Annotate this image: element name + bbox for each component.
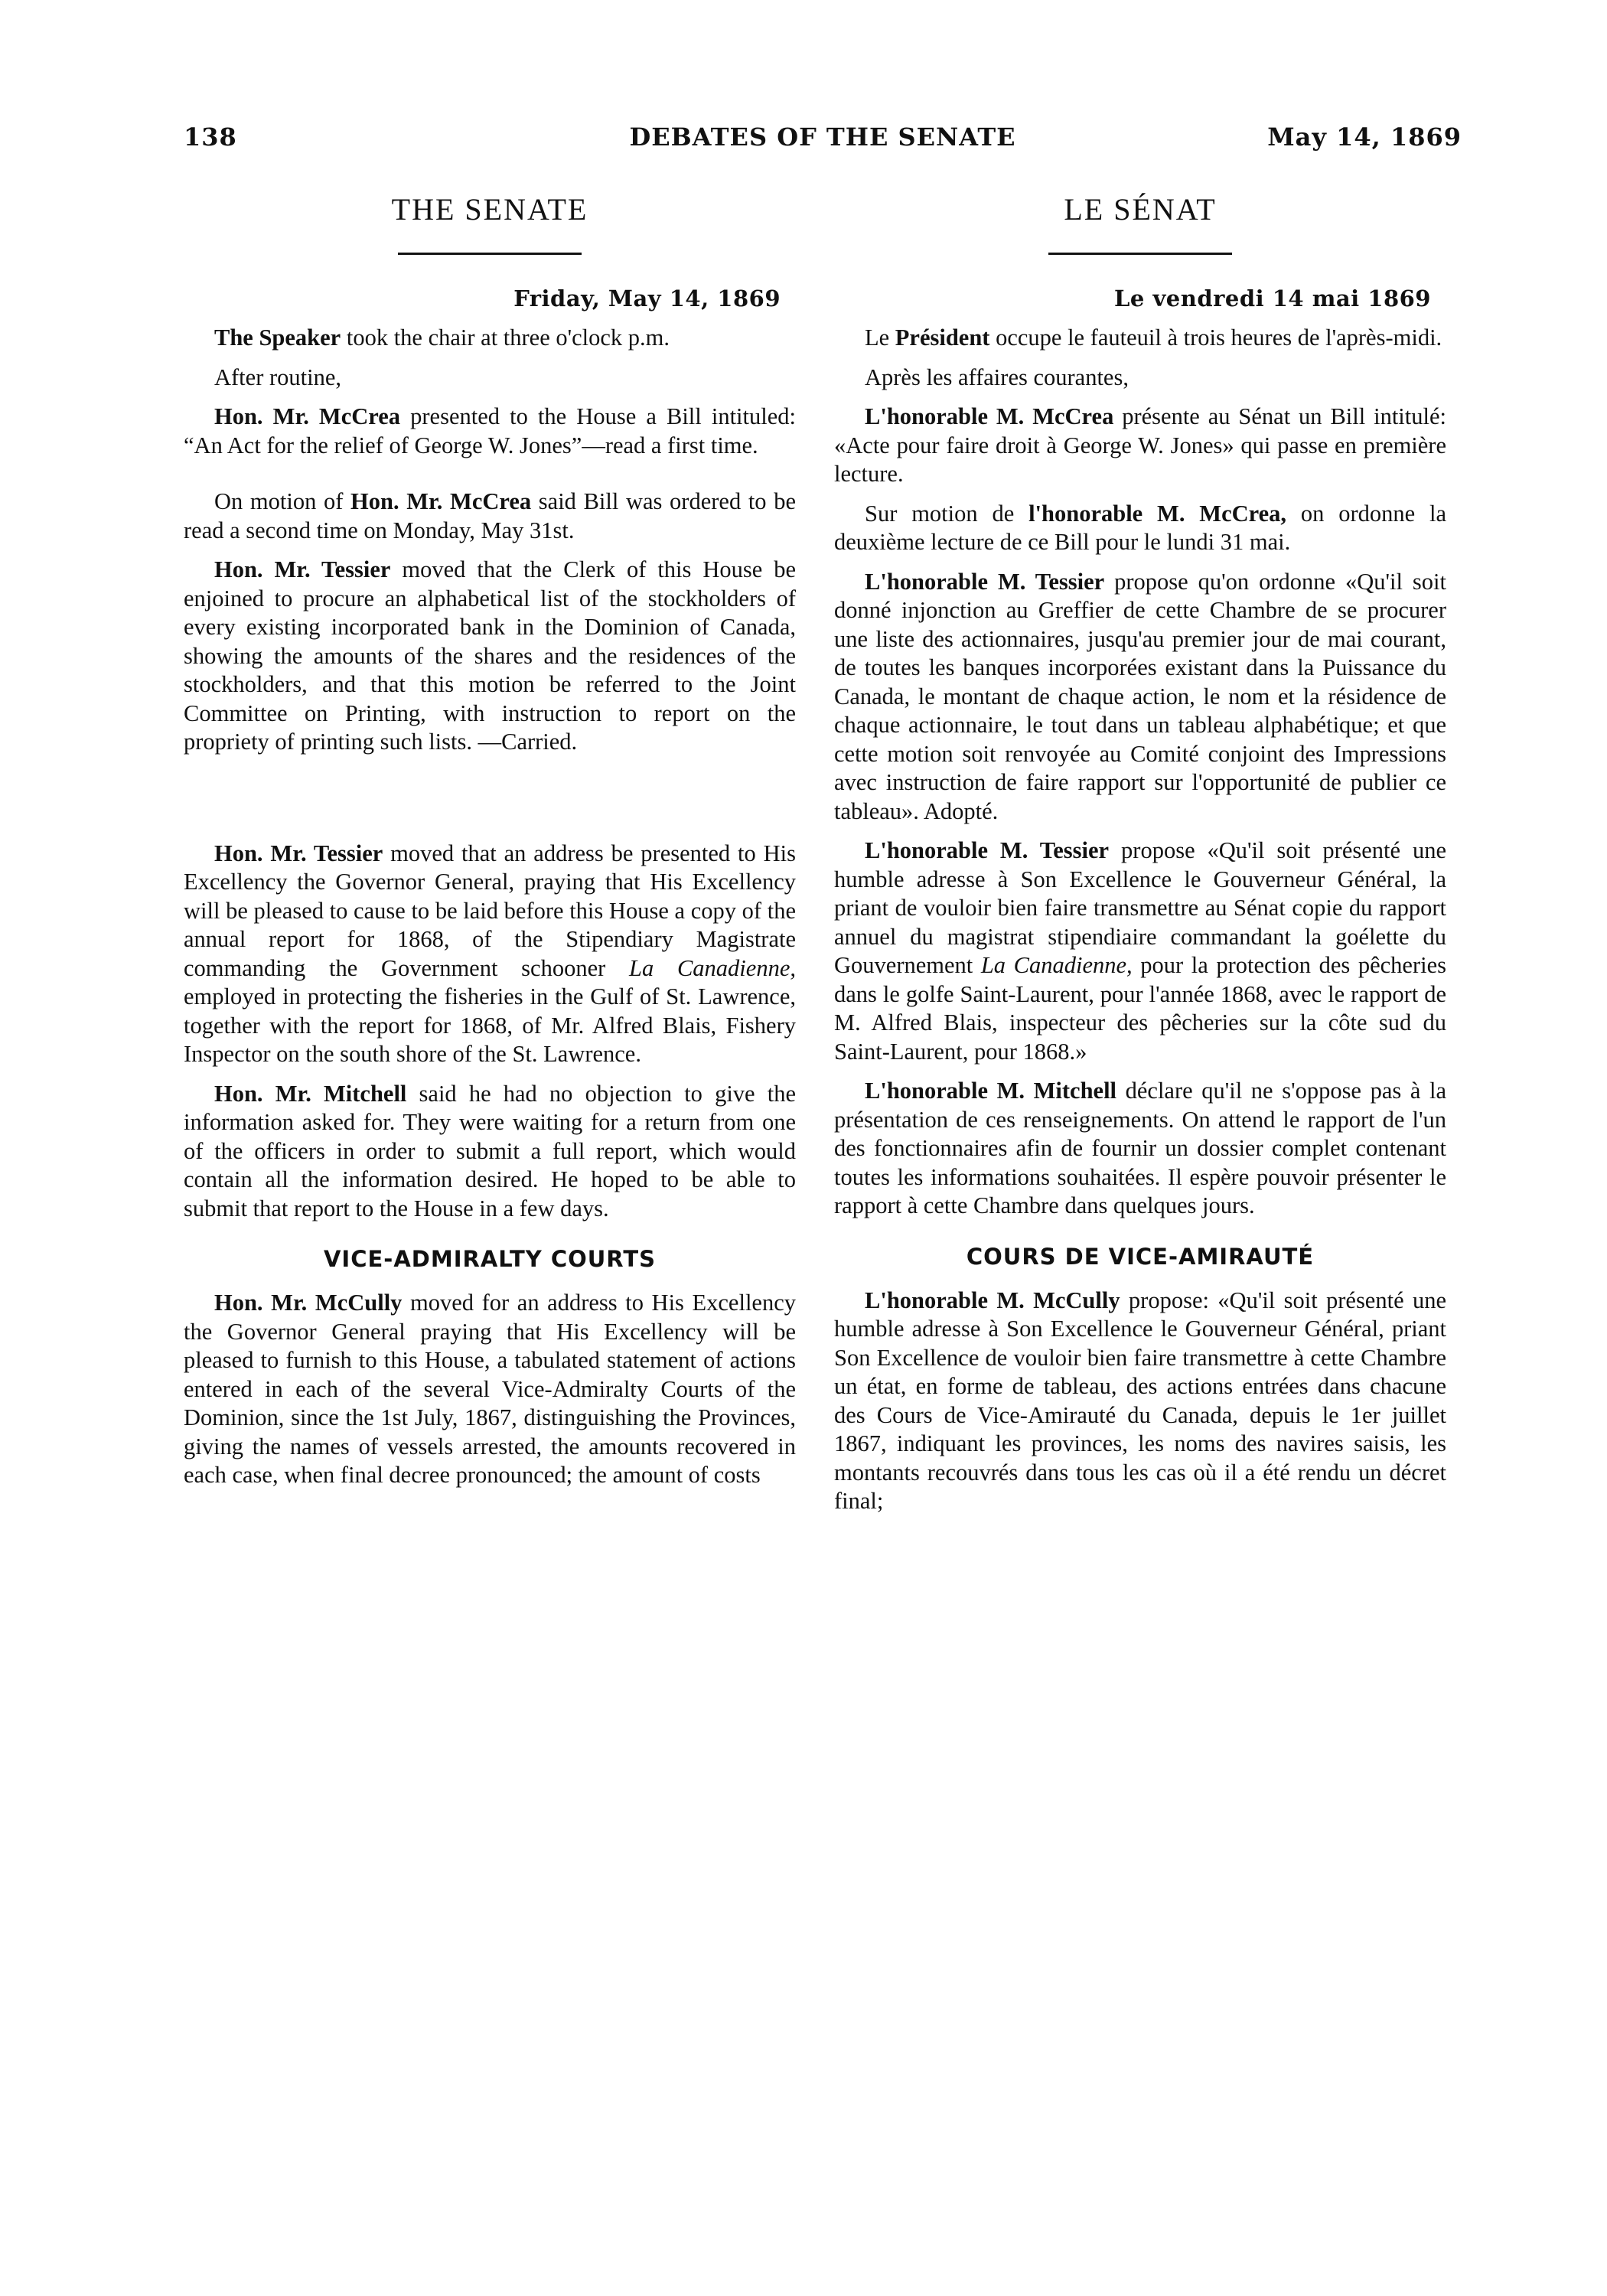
paragraph: L'honorable M. McCully propose: «Qu'il soit présenté une humble adresse à Son Excellence le Gouverneur Général, priant Son Excellence de vouloir bien faire transmettre à cette Chambre un état, en forme de tableau, des actions entrées dans chacune des Cours de Vice-Amirauté du Canada, depuis le 1er juillet 1867, indiquant les provinces, les noms des navires saisis, les montants recouvrés dans tous les cas où il a été rendu un décret final; (834, 1287, 1446, 1514)
speaker-name: Hon. Mr. Tessier (214, 556, 391, 582)
page-title: DEBATES OF THE SENATE (629, 122, 1016, 152)
speaker-name: L'honorable M. McCully (865, 1287, 1120, 1313)
column-title: THE SENATE (391, 192, 588, 227)
english-column (184, 191, 796, 1490)
section-heading: VICE-ADMIRALTY COURTS (323, 1246, 657, 1272)
paragraph: Après les affaires courantes, (865, 364, 1129, 390)
paragraph: L'honorable M. McCrea présente au Sénat un Bill intitulé: «Acte pour faire droit à George W. Jones» qui passe en première lecture. (834, 403, 1446, 487)
paragraph: The Speaker took the chair at three o'clock p.m. (214, 325, 670, 351)
speaker-name: The Speaker (214, 325, 341, 351)
title-rule (398, 253, 582, 255)
speaker-name: Président (895, 325, 990, 351)
paragraph: Hon. Mr. Tessier moved that the Clerk of this House be enjoined to procure an alphabetical list of the stockholders of every existing incorporated bank in the Dominion of Canada, showing the amounts of the shares and the residences of the stockholders, and that this motion be referred to the Joint Committee on Printing, with instruction to report on the propriety of printing such lists. —Carried. (184, 556, 797, 755)
speaker-name: Hon. Mr. McCrea (214, 403, 401, 429)
paragraph: On motion of Hon. Mr. McCrea said Bill was ordered to be read a second time on Monday, May 31st. (184, 488, 796, 543)
paragraph: L'honorable M. Tessier propose qu'on ordonne «Qu'il soit donné injonction au Greffier de cette Chambre de se procurer une liste des actionnaires, jusqu'au premier jour de mai courant, de toutes les banques incorporées existant dans la Puissance du Canada, le montant de chaque action, le nom et la résidence de chaque actionnaire, le tout dans un tableau alphabétique; et que cette motion soit renvoyée au Comité conjoint des Impressions avec instruction de faire rapport sur l'opportunité de publier ce tableau». Adopté. (834, 568, 1446, 824)
running-head (184, 122, 1462, 161)
speaker-name: Hon. Mr. Tessier (214, 840, 383, 866)
page-number: 138 (184, 122, 237, 152)
speaker-name: L'honorable M. Tessier (865, 568, 1105, 595)
paragraph: Hon. Mr. McCully moved for an address to His Excellency the Governor General praying that His Excellency will be pleased to furnish to this House, a tabulated statement of actions entered in each of the several Vice-Admiralty Courts of the Dominion, since the 1st July, 1867, distinguishing the Provinces, giving the names of vessels arrested, the amounts recovered in each case, when final decree pronounced; the amount of costs (184, 1290, 796, 1488)
paragraph: L'honorable M. Mitchell déclare qu'il ne s'oppose pas à la présentation de ces renseignements. On attend le rapport de l'un des fonctionnaires afin de fournir un dossier complet contenant toutes les informations souhaitées. Il espère pouvoir présenter le rapport à cette Chambre dans quelques jours. (834, 1078, 1446, 1218)
column-title: LE SÉNAT (1064, 192, 1217, 227)
sitting-date: Le vendredi 14 mai 1869 (1114, 285, 1431, 311)
paragraph: Hon. Mr. Mitchell said he had no objection to give the information asked for. They were waiting for a return from one of the officers in order to submit a full report, which would contain all the information desired. He hoped to be able to submit that report to the House in a few days. (184, 1080, 796, 1221)
page-date: May 14, 1869 (1267, 122, 1462, 152)
speaker-name: L'honorable M. McCrea (865, 403, 1114, 429)
speaker-name: Hon. Mr. McCrea (350, 488, 532, 514)
speaker-name: L'honorable M. Mitchell (865, 1078, 1117, 1104)
paragraph: Sur motion de l'honorable M. McCrea, on ordonne la deuxième lecture de ce Bill pour le lundi 31 mai. (834, 500, 1446, 555)
title-rule (1048, 253, 1232, 255)
paragraph: After routine, (214, 364, 341, 390)
speaker-name: Hon. Mr. McCully (214, 1290, 403, 1316)
speaker-name: Hon. Mr. Mitchell (214, 1080, 407, 1107)
french-column (834, 191, 1446, 1516)
section-heading: COURS DE VICE-AMIRAUTÉ (966, 1243, 1315, 1270)
paragraph: L'honorable M. Tessier propose «Qu'il soit présenté une humble adresse à Son Excellence le Gouverneur Général, la priant de vouloir bien faire transmettre au Sénat copie du rapport annuel du magistrat stipendiaire commandant la goélette du Gouvernement La Canadienne, pour la protection des pêcheries dans le golfe Saint-Laurent, pour l'année 1868, avec le rapport de M. Alfred Blais, inspecteur des pêcheries sur la côte sud du Saint-Laurent, pour 1868.» (834, 837, 1447, 1065)
paragraph: Le Président occupe le fauteuil à trois heures de l'après-midi. (865, 325, 1442, 351)
speaker-name: L'honorable M. Tessier (865, 837, 1110, 863)
speaker-name: l'honorable M. McCrea, (1028, 500, 1287, 527)
paragraph: Hon. Mr. Tessier moved that an address be presented to His Excellency the Governor General, praying that His Excellency will be pleased to cause to be laid before this House a copy of the annual report for 1868, of the Stipendiary Magistrate commanding the Government schooner La Canadienne, employed in protecting the fisheries in the Gulf of St. Lawrence, together with the report for 1868, of Mr. Alfred Blais, Fishery Inspector on the south shore of the St. Lawrence. (184, 840, 797, 1067)
paragraph: Hon. Mr. McCrea presented to the House a Bill intituled: “An Act for the relief of George W. Jones”—read a first time. (184, 403, 796, 458)
sitting-date: Friday, May 14, 1869 (513, 285, 781, 311)
